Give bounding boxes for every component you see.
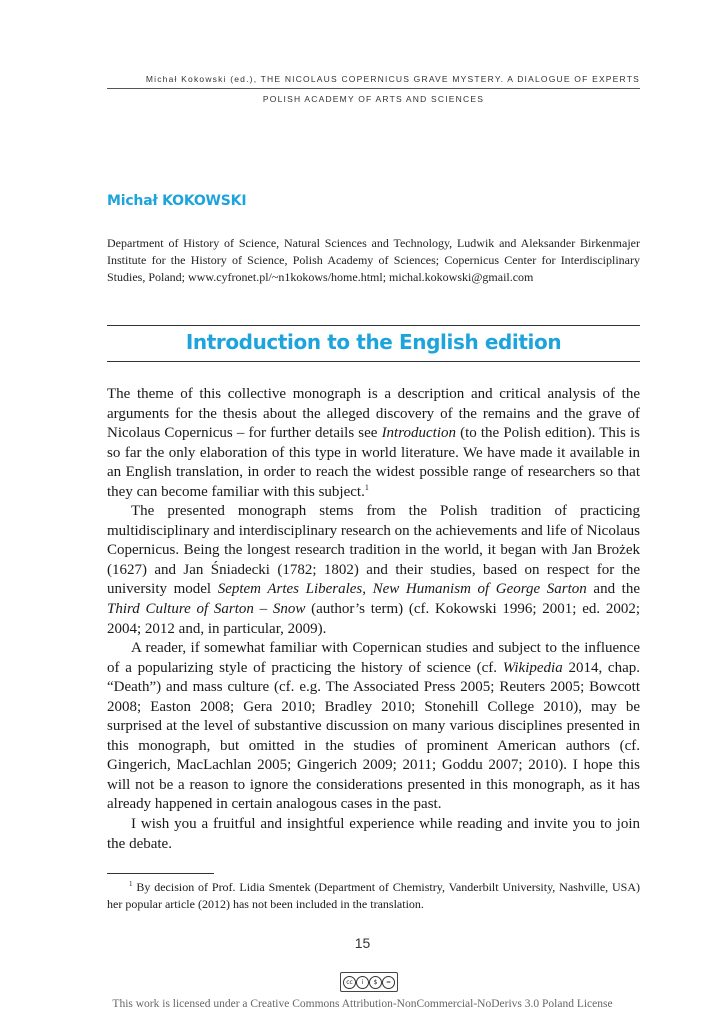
creative-commons-badge[interactable] xyxy=(340,972,398,992)
article-title: Introduction to the English edition xyxy=(185,330,562,354)
title-rule-top xyxy=(107,325,640,326)
author-name: Michał KOKOWSKI xyxy=(107,193,247,209)
header-rule xyxy=(107,88,640,89)
nc-icon: $ xyxy=(369,976,382,989)
cc-icon: cc xyxy=(343,976,356,989)
footnote-mark: 1 xyxy=(129,880,133,888)
running-header-book-title: Michał Kokowski (ed.), THE NICOLAUS COPERNICUS GRAVE MYSTERY. A DIALOGUE OF EXPERTS xyxy=(145,74,640,84)
nd-icon: = xyxy=(382,976,395,989)
paragraph-2: The presented monograph stems from the Polish tradition of practicing multidisciplinary and interdisciplinary research on the achievements and life of Nicolaus Copernicus. Being the longest research tradition in the world, it began with Jan Brożek (1627) and Jan Śniadecki (1782; 1802) and their studies, based on respect for the university model Septem Artes Liberales, New Humanism of George Sarton and the Third Culture of Sarton – Snow (author’s term) (cf. Kokowski 1996; 2001; ed. 2002; 2004; 2012 and, in particular, 2009). xyxy=(107,503,641,637)
footnote-rule xyxy=(107,873,214,874)
footnote-reference[interactable]: 1 xyxy=(364,482,369,492)
paragraph-4: I wish you a fruitful and insightful experience while reading and invite you to join the debate. xyxy=(107,816,640,852)
paragraph-3: A reader, if somewhat familiar with Copernican studies and subject to the influence of a popularizing style of practicing the history of science (cf. Wikipedia 2014, chap. “Death”) and mass culture (cf. e.g. The Associated Press 2005; Reuters 2005; Bowcott 2008; Easton 2008; Gera 2010; Bradley 2010; Stonehill College 2010), may be surprised at the level of substantive discussion on many various disciplines presented in this monograph, but omitted in the studies of prominent American authors (cf. Gingerich, MacLachlan 2005; Gingerich 2009; 2011; Goddu 2007; 2010). I hope this will not be a reason to ignore the considerations presented in this monograph, as it has already happened in certain analogous cases in the past. xyxy=(107,640,640,813)
footnote: $^1$ By decision of Prof. Lidia Smentek (Department of Chemistry, Vanderbilt University, Nashville, USA) her popular article (2012) has not been included in the translation. xyxy=(107,880,640,911)
author-affiliation: Department of History of Science, Natural Sciences and Technology, Ludwik and Aleksander Birkenmajer Institute for the History of Science, Polish Academy of Sciences; Copernicus Center for Interdisciplinary Studies, Poland; www.cyfronet.pl/~n1kokows/home.html; michal.kokowski@gmail.com xyxy=(107,236,640,284)
title-rule-bottom xyxy=(107,361,640,362)
license-notice: This work is licensed under a Creative Commons Attribution-NonCommercial-NoDerivs 3.0 Poland License xyxy=(112,998,613,1010)
running-header-publisher: POLISH ACADEMY OF ARTS AND SCIENCES xyxy=(262,94,485,104)
running-header xyxy=(107,74,640,104)
page-number: 15 xyxy=(354,935,371,951)
paragraph-1: The theme of this collective monograph is a description and critical analysis of the arguments for the thesis about the alleged discovery of the remains and the grave of Nicolaus Copernicus – for further details see Introduction (to the Polish edition). This is so far the only elaboration of this type in world literature. We have made it available in an English translation, in order to reach the widest possible range of researchers so that they can become familiar with this subject.$^1$ xyxy=(107,386,641,500)
by-icon: i xyxy=(356,976,369,989)
article-body xyxy=(107,385,640,854)
